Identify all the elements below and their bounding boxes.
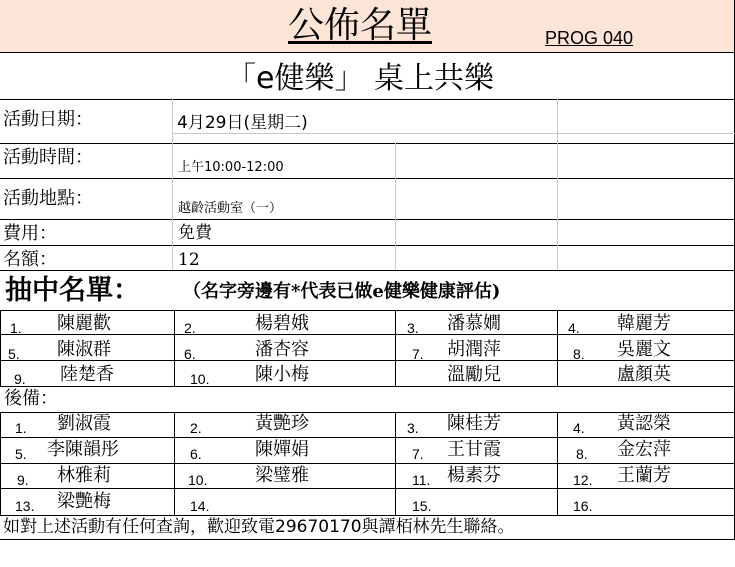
fee-label: 費用： xyxy=(3,223,57,244)
selected-heading: 抽中名單： xyxy=(5,275,140,306)
waiting-name: 王蘭芳 xyxy=(617,465,671,486)
venue-value: 越齡活動室（一） xyxy=(178,201,283,216)
selected-name: 楊碧娥 xyxy=(255,313,309,334)
waiting-number: 4. xyxy=(573,420,585,436)
selected-number: 3. xyxy=(407,320,419,336)
waiting-name: 陳桂芳 xyxy=(447,413,501,434)
waiting-number: 1. xyxy=(15,420,27,436)
waiting-number: 2. xyxy=(190,420,202,436)
waiting-number: 3. xyxy=(407,420,419,436)
waiting-number: 8. xyxy=(576,446,588,462)
waiting-number: 7. xyxy=(412,446,424,462)
selected-name: 盧顏英 xyxy=(617,364,671,385)
selected-name: 陳淑群 xyxy=(57,339,111,360)
waiting-name: 陳嬋娟 xyxy=(255,439,309,460)
waiting-number: 13. xyxy=(15,498,35,514)
selected-number: 9. xyxy=(14,371,26,387)
time-value: 上午10:00-12:00 xyxy=(178,160,284,175)
selected-name: 陸楚香 xyxy=(60,364,114,385)
selected-number: 6. xyxy=(184,346,196,362)
waiting-number: 9. xyxy=(17,472,29,488)
waiting-name: 楊素芬 xyxy=(447,465,501,486)
waiting-name: 梁璧雅 xyxy=(255,465,309,486)
waiting-number: 5. xyxy=(15,446,27,462)
waiting-name: 劉淑霞 xyxy=(57,413,111,434)
quota-value: 12 xyxy=(178,250,200,270)
page-title: 公佈名單 xyxy=(288,5,433,46)
waiting-number: 10. xyxy=(188,472,208,488)
waiting-name: 金宏萍 xyxy=(617,439,671,460)
program-code: PROG 040 xyxy=(545,28,634,48)
waiting-number: 11. xyxy=(412,472,431,488)
selected-number: 5. xyxy=(8,346,20,362)
selected-number: 2. xyxy=(184,320,196,336)
waiting-name: 黃艷珍 xyxy=(255,413,309,434)
quota-label: 名額： xyxy=(3,249,57,270)
selected-name: 陳麗歡 xyxy=(57,313,111,334)
waiting-number: 12. xyxy=(573,472,593,488)
waiting-number: 15. xyxy=(412,498,432,514)
waiting-number: 16. xyxy=(573,498,593,514)
waiting-name: 黃認榮 xyxy=(617,413,671,434)
selected-name: 吳麗文 xyxy=(617,339,671,360)
selected-note: （名字旁邊有*代表已做e健樂健康評估) xyxy=(183,281,501,302)
waiting-name: 王甘霞 xyxy=(447,439,501,460)
contact-footer: 如對上述活動有任何查詢，歡迎致電29670170與譚栢林先生聯絡。 xyxy=(3,517,515,537)
waiting-number: 6. xyxy=(190,446,202,462)
selected-number: 7. xyxy=(412,346,424,362)
selected-name: 溫勵兒 xyxy=(447,364,501,385)
fee-value: 免費 xyxy=(178,223,212,243)
selected-name: 潘慕嫺 xyxy=(447,313,501,334)
waiting-heading: 後備： xyxy=(4,388,58,409)
waiting-name: 林雅莉 xyxy=(57,465,111,486)
selected-number: 10. xyxy=(190,371,210,387)
selected-name: 陳小梅 xyxy=(255,364,309,385)
selected-number: 8. xyxy=(573,346,585,362)
waiting-name: 梁艷梅 xyxy=(57,491,111,512)
date-value: 4月29日(星期二) xyxy=(177,113,308,133)
selected-name: 韓麗芳 xyxy=(617,313,671,334)
time-label: 活動時間： xyxy=(3,147,93,168)
date-label: 活動日期： xyxy=(3,109,93,130)
venue-label: 活動地點： xyxy=(3,188,93,209)
selected-name: 胡潤萍 xyxy=(447,339,501,360)
waiting-number: 14. xyxy=(190,498,210,514)
waiting-name: 李陳韻彤 xyxy=(47,439,119,460)
selected-name: 潘杏容 xyxy=(255,339,309,360)
event-name: 「e健樂」 桌上共樂 xyxy=(226,61,494,96)
selected-number: 1. xyxy=(10,320,22,336)
selected-number: 4. xyxy=(568,320,580,336)
